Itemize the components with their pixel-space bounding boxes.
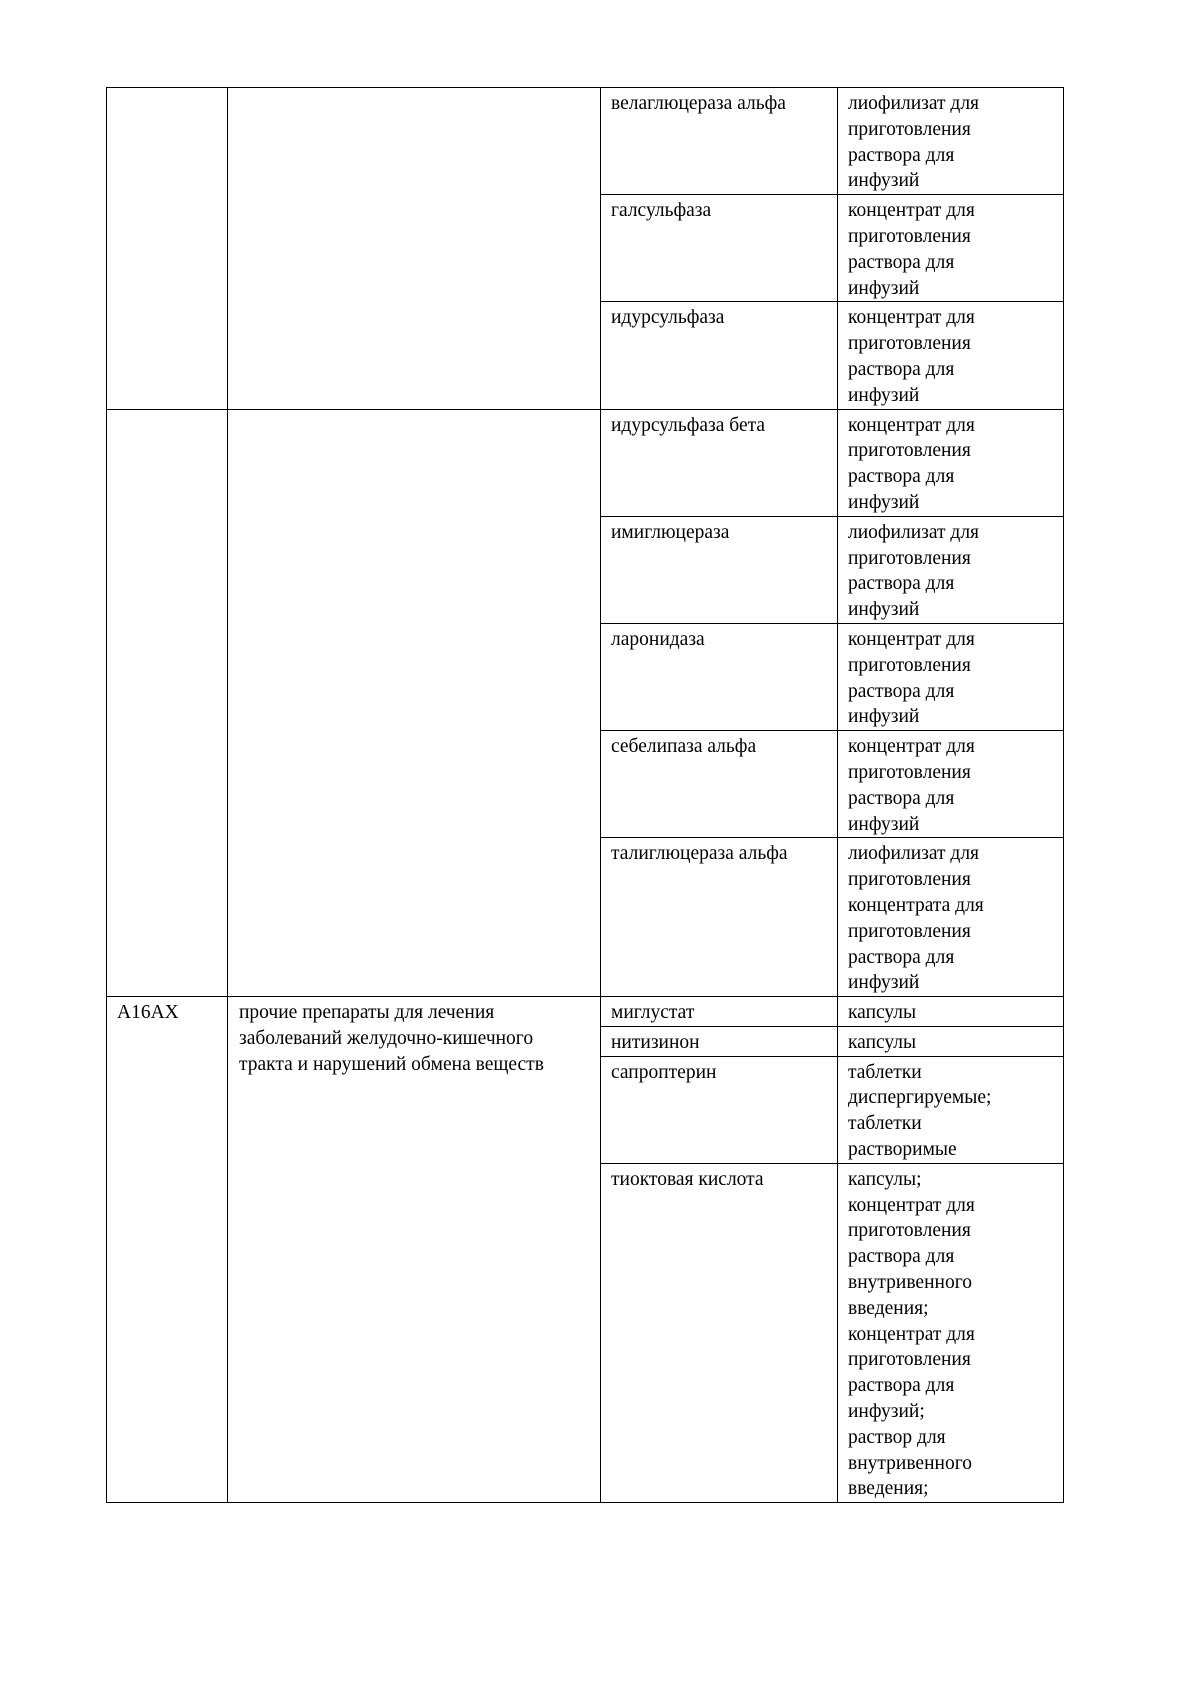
dosage-form-line: раствора для (848, 144, 955, 166)
dosage-form-cell (838, 997, 1064, 1027)
dosage-form-line: инфузий (848, 384, 920, 406)
dosage-form-line: концентрат для (848, 1323, 975, 1345)
dosage-form-line: раствора для (848, 466, 955, 488)
drug-name-cell: миглустат (601, 997, 838, 1027)
atc-code-cell (107, 88, 228, 410)
dosage-form-line: приготовления (848, 1349, 971, 1371)
dosage-form-cell (838, 195, 1064, 302)
drug-name-cell: идурсульфаза (601, 302, 838, 409)
dosage-form-line: инфузий (848, 277, 920, 299)
dosage-form-line: концентрат для (848, 414, 975, 436)
dosage-form-line: раствора для (848, 358, 955, 380)
dosage-form-line: таблетки (848, 1113, 922, 1135)
dosage-form-line: раствора для (848, 573, 955, 595)
dosage-form-cell (838, 409, 1064, 516)
drug-name-cell: имиглюцераза (601, 516, 838, 623)
dosage-form-line: раствора для (848, 680, 955, 702)
dosage-form-line: раствора для (848, 251, 955, 273)
atc-group-cell (228, 409, 601, 997)
drug-name-cell: идурсульфаза бета (601, 409, 838, 516)
dosage-form-line: приготовления (848, 547, 971, 569)
dosage-form-line: концентрат для (848, 736, 975, 758)
drug-name-cell: нитизинон (601, 1026, 838, 1056)
dosage-form-line: инфузий (848, 170, 920, 192)
dosage-form-line: концентрата для (848, 894, 984, 916)
dosage-form-line: диспергируемые; (848, 1087, 992, 1109)
dosage-form-cell (838, 1026, 1064, 1056)
table-row (107, 409, 1064, 516)
dosage-form-line: инфузий (848, 599, 920, 621)
drug-name-cell: сапроптерин (601, 1056, 838, 1163)
drug-name-cell: велаглюцераза альфа (601, 88, 838, 195)
drug-table-body (107, 88, 1064, 1503)
dosage-form-cell (838, 516, 1064, 623)
dosage-form-line: раствора для (848, 1375, 955, 1397)
dosage-form-line: концентрат для (848, 628, 975, 650)
dosage-form-cell (838, 1056, 1064, 1163)
atc-code-cell (107, 409, 228, 997)
dosage-form-line: капсулы; (848, 1168, 922, 1190)
dosage-form-line: концентрат для (848, 307, 975, 329)
dosage-form-cell (838, 302, 1064, 409)
dosage-form-line: капсулы (848, 1002, 917, 1024)
atc-group-cell: прочие препараты для лечения заболеваний желудочно-кишечного тракта и нарушений обмена веществ (228, 997, 601, 1503)
drug-name-cell: себелипаза альфа (601, 731, 838, 838)
dosage-form-line: внутривенного (848, 1272, 972, 1294)
drug-name-cell: тиоктовая кислота (601, 1163, 838, 1502)
dosage-form-line: таблетки (848, 1061, 922, 1083)
dosage-form-line: приготовления (848, 333, 971, 355)
dosage-form-line: инфузий (848, 972, 920, 994)
dosage-form-line: растворимые (848, 1139, 957, 1161)
atc-group-cell (228, 88, 601, 410)
dosage-form-line: лиофилизат для (848, 843, 980, 865)
drug-name-cell: ларонидаза (601, 623, 838, 730)
dosage-form-line: приготовления (848, 225, 971, 247)
dosage-form-line: раствора для (848, 1246, 955, 1268)
dosage-form-line: введения; (848, 1297, 929, 1319)
dosage-form-line: инфузий; (848, 1401, 925, 1423)
dosage-form-line: приготовления (848, 869, 971, 891)
dosage-form-line: приготовления (848, 1220, 971, 1242)
dosage-form-cell (838, 1163, 1064, 1502)
dosage-form-line: инфузий (848, 706, 920, 728)
dosage-form-line: лиофилизат для (848, 521, 980, 543)
table-row (107, 88, 1064, 195)
dosage-form-line: инфузий (848, 491, 920, 513)
dosage-form-line: инфузий (848, 813, 920, 835)
dosage-form-line: приготовления (848, 761, 971, 783)
dosage-form-line: раствора для (848, 946, 955, 968)
dosage-form-cell (838, 623, 1064, 730)
dosage-form-cell (838, 731, 1064, 838)
drug-name-cell: талиглюцераза альфа (601, 838, 838, 997)
dosage-form-line: приготовления (848, 440, 971, 462)
dosage-form-line: раствора для (848, 787, 955, 809)
dosage-form-line: внутривенного (848, 1452, 972, 1474)
dosage-form-line: введения; (848, 1478, 929, 1500)
dosage-form-line: приготовления (848, 654, 971, 676)
dosage-form-line: концентрат для (848, 1194, 975, 1216)
dosage-form-cell (838, 838, 1064, 997)
dosage-form-line: лиофилизат для (848, 93, 980, 114)
drug-name-cell: галсульфаза (601, 195, 838, 302)
dosage-form-cell (838, 88, 1064, 195)
dosage-form-line: концентрат для (848, 200, 975, 222)
table-row (107, 997, 1064, 1027)
dosage-form-line: раствор для (848, 1426, 946, 1448)
dosage-form-line: капсулы (848, 1031, 917, 1053)
dosage-form-line: приготовления (848, 118, 971, 140)
atc-code-cell: A16AX (107, 997, 228, 1503)
dosage-form-line: приготовления (848, 920, 971, 942)
drug-table (106, 87, 1064, 1503)
